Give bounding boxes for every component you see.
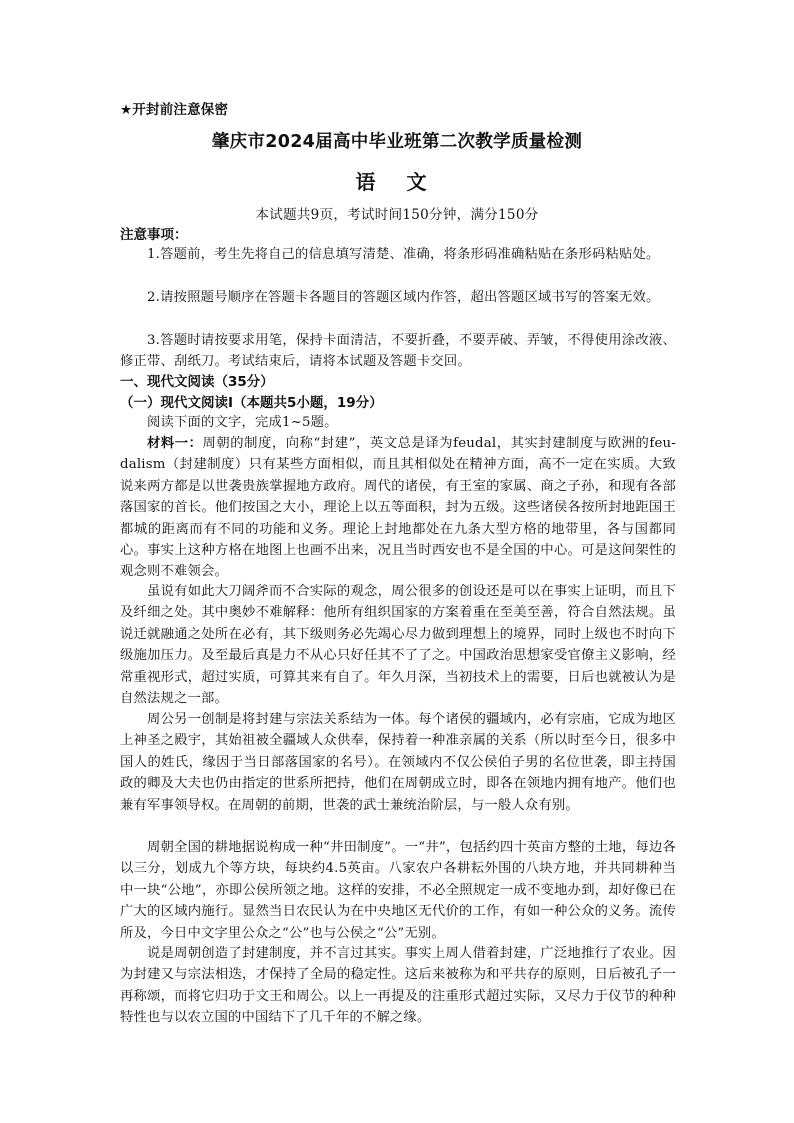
reading-instruction: 阅读下面的文字，完成1~5题。 [147,415,338,430]
material-paragraph-3: 周公另一创制是将封建与宗法关系结为一体。每个诸侯的疆域内，必有宗庙，它成为地区上神圣之殿宇，其始祖被全疆域人众供奉，保持着一种准亲属的关系（所以时至今日，很多中国人的姓氏，缘因于当日部落国家的名号）。在领域内不仅公侯伯子男的名位世袭，即主持国政的卿及大夫也仍由指定的世系所把持，他们在周朝成立时，即各在领地内拥有地产。他们也兼有军事领导权。在周朝的前期，世袭的武士兼统治阶层，与一般人众有别。 [120,712,676,813]
material-label: 材料一： [147,436,203,451]
section-title: 一、现代文阅读（35分） [120,374,274,390]
exam-title: 肇庆市2024届高中毕业班第二次教学质量检测 [211,132,583,152]
material-paragraph-2: 虽说有如此大刀阔斧而不合实际的观念，周公很多的创设还是可以在事实上证明，而且下及纤细之处。其中奥妙不难解释：他所有组织国家的方案着重在至美至善，符合自然法规。虽说迁就融通之处所在必有，其下级则务必先竭心尽力做到理想上的境界，同时上级也不时向下级施加压力。及至最后真是力不从心只好任其不了了之。中国政治思想家受官僚主义影响，经常重视形式，超过实质，可算其来有自了。年久月深，当初技术上的需要，日后也就被认为是自然法规之一部。 [120,584,676,707]
exam-info: 本试题共9页，考试时间150分钟，满分150分 [255,207,539,223]
notice-item-3: 3.答题时请按要求用笔，保持卡面清洁，不要折叠，不要弄破、弄皱，不得使用涂改液、修正带、刮纸刀。考试结束后，请将本试题及答题卡交回。 [120,333,676,370]
material-paragraph-1-text: 周朝的制度，向称“封建”，英文总是译为feudal，其实封建制度与欧洲的feu-dalism（封建制度）只有某些方面相似，而且其相似处在精神方面，高不一定在实质。大致说来两方都是以世袭贵族掌握地方政府。周代的诸侯，有王室的家属、商之子孙，和现有各部落国家的首长。他们按国之大小，理论上以五等面积，封为五级。这些诸侯各按所封地距国王都城的距离而有不同的功能和义务。理论上封地都处在九条大型方格的地带里，各与国都同心。事实上这种方格在地图上也画不出来，况且当时西安也不是全国的中心。可是这间架性的观念则不难领会。 [120,436,676,580]
confidential-notice: ★开封前注意保密 [120,102,229,118]
material-paragraph-1 [120,433,676,583]
notice-title: 注意事项： [120,227,188,243]
material-paragraph-4: 周朝全国的耕地据说构成一种“井田制度”。一“井”，包括约四十英亩方整的土地，每边各以三分，划成九个等方块，每块约4.5英亩。八家农户各耕耘外围的八块方地，并共同耕种当中一块“公地”，亦即公侯所领之地。这样的安排，不必全照规定一成不变地办到，却好像已在广大的区域内施行。显然当日农民认为在中央地区无代价的工作，有如一种公众的义务。流传所及，今日中文字里公众之“公”也与公侯之“公”无别。 [120,840,676,941]
notice-item-1: 1.答题前，考生先将自己的信息填写清楚、准确，将条形码准确粘贴在条形码粘贴处。 [147,247,660,262]
notice-item-2: 2.请按照题号顺序在答题卡各题目的答题区域内作答，超出答题区域书写的答案无效。 [147,290,660,305]
subject-title: 语 文 [355,170,439,194]
material-paragraph-5: 说是周朝创造了封建制度，并不言过其实。事实上周人借着封建，广泛地推行了农业。因为封建又与宗法相迭，才保持了全局的稳定性。这后来被称为和平共存的原则，日后被孔子一再称颂，而将它归功于文王和周公。以上一再提及的注重形式超过实际，又尽力于仪节的种种特性也与以农立国的中国结下了几千年的不解之缘。 [120,946,676,1026]
section-subtitle: （一）现代文阅读Ⅰ（本题共5小题，19分） [120,395,383,411]
